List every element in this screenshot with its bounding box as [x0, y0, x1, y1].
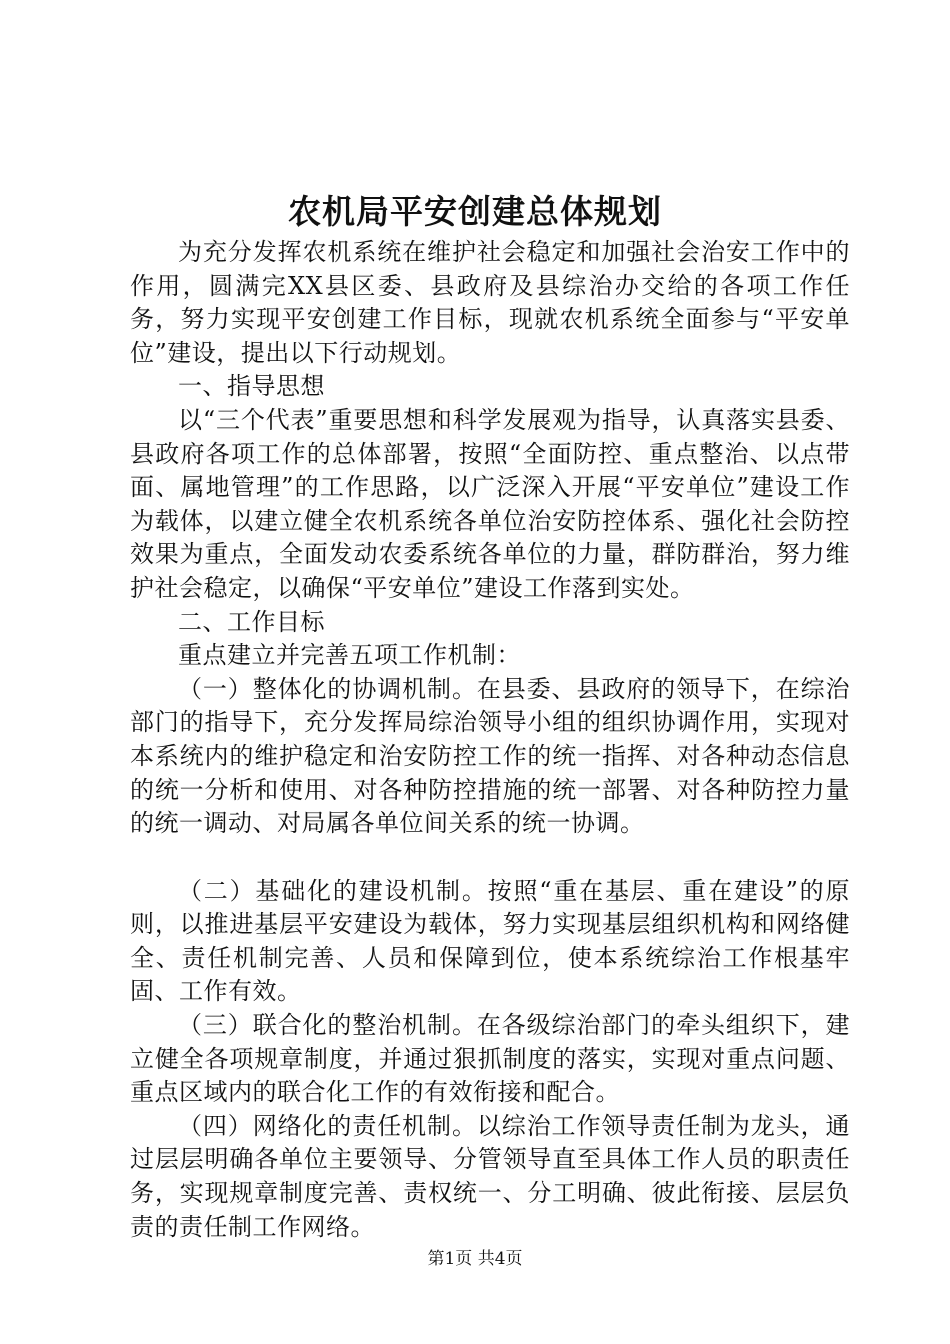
paragraph-mechanism-3: （三）联合化的整治机制。在各级综治部门的牵头组织下，建立健全各项规章制度，并通过狠抓制度的落实，实现对重点问题、重点区域内的联合化工作的有效衔接和配合。 [130, 1011, 850, 1107]
document-title: 农机局平安创建总体规划 [288, 192, 662, 231]
paragraph-five-mechanisms: 重点建立并完善五项工作机制： [178, 641, 521, 670]
heading-guiding-ideology: 一、指导思想 [178, 372, 325, 401]
paragraph-intro: 为充分发挥农机系统在维护社会稳定和加强社会治安工作中的作用，圆满完XX县区委、县政府及县综治办交给的各项工作任务，努力实现平安创建工作目标，现就农机系统全面参与“平安单位”建设，提出以下行动规划。 [130, 238, 850, 367]
paragraph-mechanism-1: （一）整体化的协调机制。在县委、县政府的领导下，在综治部门的指导下，充分发挥局综治领导小组的组织协调作用，实现对本系统内的维护稳定和治安防控工作的统一指挥、对各种动态信息的统一分析和使用、对各种防控措施的统一部署、对各种防控力量的统一调动、对局属各单位间关系的统一协调。 [130, 674, 850, 838]
page-footer: 第1页 共4页 [427, 1249, 523, 1269]
paragraph-guiding-ideology: 以“三个代表”重要思想和科学发展观为指导，认真落实县委、县政府各项工作的总体部署，按照“全面防控、重点整治、以点带面、属地管理”的工作思路，以广泛深入开展“平安单位”建设工作为载体，以建立健全农机系统各单位治安防控体系、强化社会防控效果为重点，全面发动农委系统各单位的力量，群防群治，努力维护社会稳定，以确保“平安单位”建设工作落到实处。 [130, 405, 850, 602]
document-body [130, 236, 850, 1244]
paragraph-mechanism-4: （四）网络化的责任机制。以综治工作领导责任制为龙头，通过层层明确各单位主要领导、分管领导直至具体工作人员的职责任务，实现规章制度完善、责权统一、分工明确、彼此衔接、层层负责的责任制工作网络。 [130, 1111, 850, 1241]
heading-work-goals: 二、工作目标 [178, 607, 325, 636]
paragraph-mechanism-2: （二）基础化的建设机制。按照“重在基层、重在建设”的原则，以推进基层平安建设为载体，努力实现基层组织机构和网络健全、责任机制完善、人员和保障到位，使本系统综治工作根基牢固、工作有效。 [130, 876, 850, 1006]
